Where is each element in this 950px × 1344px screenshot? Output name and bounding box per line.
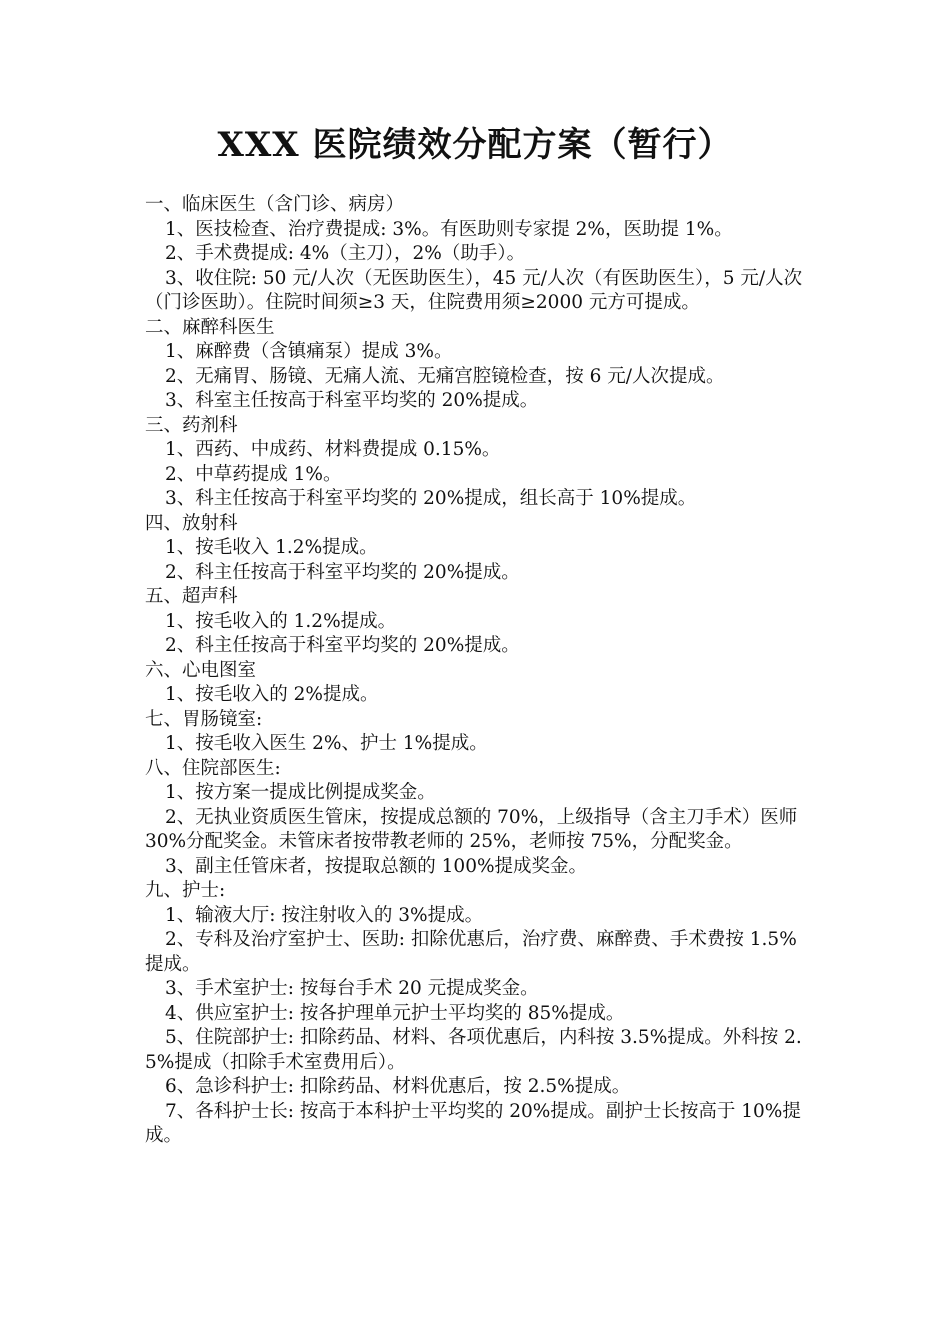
section-item: 1、按毛收入的 1.2%提成。	[165, 610, 397, 632]
section-item: 3、副主任管床者，按提取总额的 100%提成奖金。	[165, 855, 588, 877]
section-heading: 二、麻醉科医生	[145, 316, 275, 338]
section-item: 3、科室主任按高于科室平均奖的 20%提成。	[165, 390, 539, 411]
section-item: 2、无痛胃、肠镜、无痛人流、无痛宫腔镜检查，按 6 元/人次提成。	[165, 365, 725, 387]
section-item: 6、急诊科护士: 扣除药品、材料优惠后，按 2.5%提成。	[165, 1076, 631, 1097]
document-title: XXX 医院绩效分配方案（暂行）	[217, 125, 733, 165]
section-item: 2、科主任按高于科室平均奖的 20%提成。	[165, 635, 520, 656]
section-heading: 六、心电图室	[145, 659, 257, 681]
section-heading: 三、药剂科	[145, 414, 238, 436]
section-item: 1、麻醉费（含镇痛泵）提成 3%。	[165, 341, 453, 362]
section-item: 1、医技检查、治疗费提成: 3%。有医助则专家提 2%，医助提 1%。	[165, 218, 733, 240]
section-item: 3、收住院: 50 元/人次（无医助医生），45 元/人次（有医助医生），5 元/人次（门诊医助）。住院时间须≥3 天，住院费用须≥2000 元方可提成。	[145, 267, 803, 313]
section-item: 2、专科及治疗室护士、医助: 扣除优惠后，治疗费、麻醉费、手术费按 1.5%提成。	[145, 929, 797, 975]
section-heading: 八、住院部医生:	[145, 757, 281, 779]
section-heading: 七、胃肠镜室:	[145, 708, 263, 730]
section-item: 2、科主任按高于科室平均奖的 20%提成。	[165, 561, 520, 583]
section-item: 1、西药、中成药、材料费提成 0.15%。	[165, 439, 501, 460]
section-item: 1、按毛收入的 2%提成。	[165, 684, 379, 705]
section-heading: 五、超声科	[145, 586, 238, 607]
section-item: 5、住院部护士: 扣除药品、材料、各项优惠后，内科按 3.5%提成。外科按 2.5%提成（扣除手术室费用后）。	[145, 1027, 802, 1073]
section-item: 4、供应室护士: 按各护理单元护士平均奖的 85%提成。	[165, 1002, 625, 1024]
section-item: 3、手术室护士: 按每台手术 20 元提成奖金。	[165, 978, 539, 999]
section-item: 1、按方案一提成比例提成奖金。	[165, 782, 436, 803]
section-item: 3、科主任按高于科室平均奖的 20%提成，组长高于 10%提成。	[165, 488, 697, 509]
section-item: 1、按毛收入 1.2%提成。	[165, 537, 378, 558]
section-item: 1、输液大厅: 按注射收入的 3%提成。	[165, 904, 484, 926]
document-body	[145, 193, 810, 1149]
section-item: 1、按毛收入医生 2%、护士 1%提成。	[165, 733, 488, 754]
section-item: 2、中草药提成 1%。	[165, 463, 342, 485]
section-item: 7、各科护士长: 按高于本科护士平均奖的 20%提成。副护士长按高于 10%提成。	[145, 1100, 801, 1146]
section-item: 2、无执业资质医生管床，按提成总额的 70%，上级指导（含主刀手术）医师 30%分配奖金。未管床者按带教老师的 25%，老师按 75%，分配奖金。	[145, 806, 804, 852]
section-heading: 九、护士:	[145, 880, 226, 901]
section-heading: 四、放射科	[145, 512, 238, 534]
section-heading: 一、临床医生（含门诊、病房）	[145, 194, 405, 215]
section-item: 2、手术费提成: 4%（主刀），2%（助手）。	[165, 243, 526, 264]
